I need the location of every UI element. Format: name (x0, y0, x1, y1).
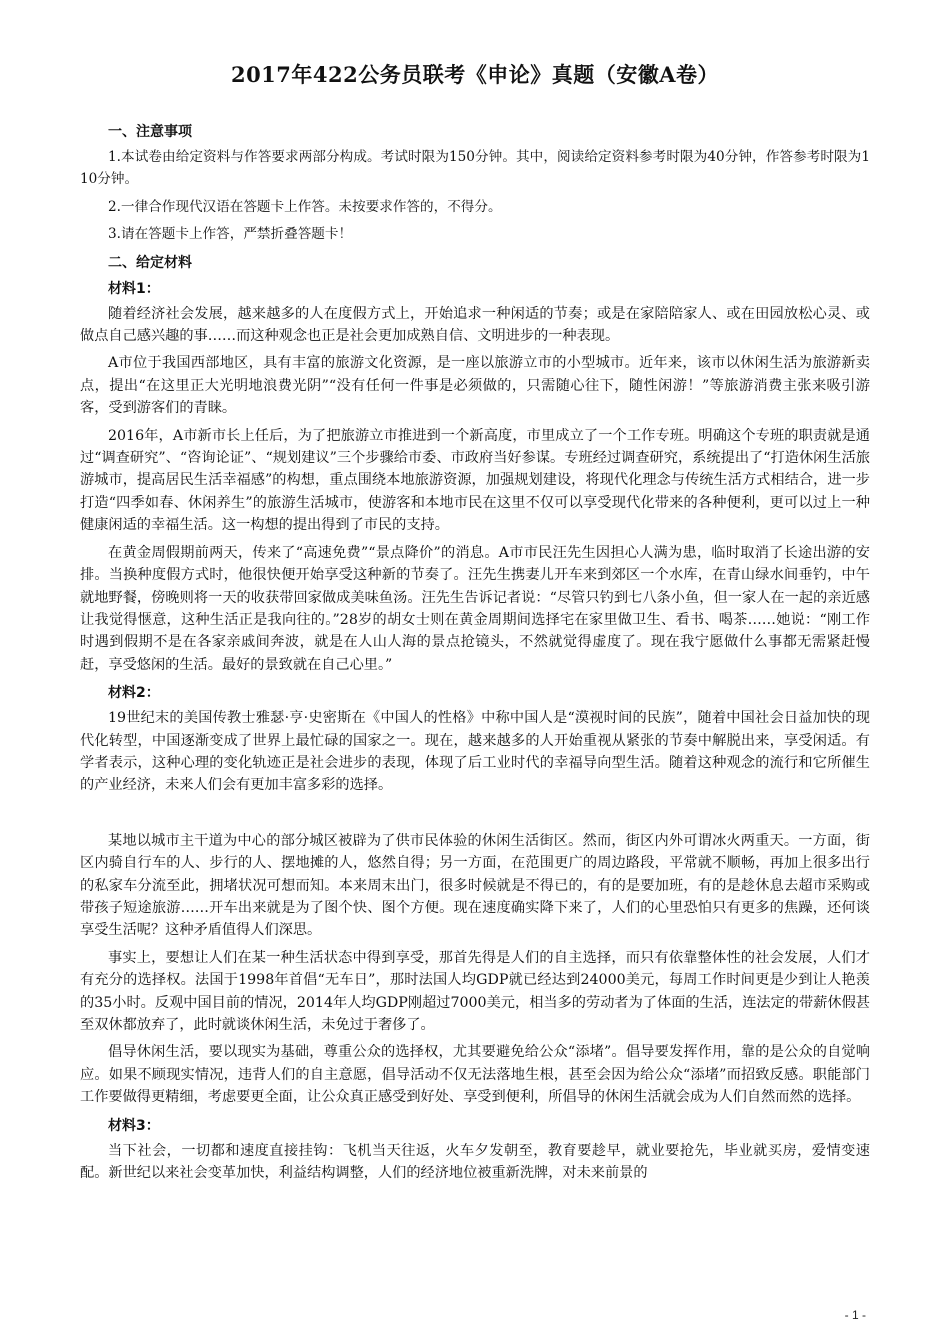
document-body (80, 120, 870, 1189)
notice-item-3: 3.请在答题卡上作答，严禁折叠答题卡！ (108, 226, 353, 243)
material-2-paragraph: 某地以城市主干道为中心的部分城区被辟为了供市民体验的休闲生活街区。然而，街区内外可谓冰火两重天。一方面，街区内骑自行车的人、步行的人、摆地摊的人，悠然自得；另一方面，在范围更广的周边路段，平常就不顺畅，再加上很多出行的私家车分流至此，拥堵状况可想而知。本来周末出门，很多时候就是不得已的，有的是要加班，有的是趁休息去超市采购或带孩子短途旅游……开车出来就是为了图个快、图个方便。现在速度确实降下来了，人们的心里恐怕只有更多的焦躁，还何谈享受生活呢？这种矛盾值得人们深思。 (80, 832, 870, 939)
material-1-paragraph: 2016年，A市新市长上任后，为了把旅游立市推进到一个新高度，市里成立了一个工作专班。明确这个专班的职责就是通过“调查研究”、“咨询论证”、“规划建议”三个步骤给市委、市政府当好参谋。专班经过调查研究，系统提出了“打造休闲生活旅游城市，提高居民生活幸福感”的构想，重点围绕本地旅游资源，加强规划建设，将现代化理念与传统生活方式相结合，进一步打造“四季如春、休闲养生”的旅游生活城市，使游客和本地市民在这里不仅可以享受现代化带来的各种便利，更可以过上一种健康闲适的幸福生活。这一构想的提出得到了市民的支持。 (80, 427, 870, 534)
material-2-paragraph: 19世纪末的美国传教士雅瑟·亨·史密斯在《中国人的性格》中称中国人是“漠视时间的民族”，随着中国社会日益加快的现代化转型，中国逐渐变成了世界上最忙碌的国家之一。现在，越来越多的人开始重视从紧张的节奏中解脱出来，享受闲适。有学者表示，这种心理的变化轨迹正是社会进步的表现，体现了后工业时代的幸福导向型生活。随着这种观念的流行和它所催生的产业经济，未来人们会有更加丰富多彩的选择。 (80, 710, 870, 794)
material-2-paragraph: 事实上，要想让人们在某一种生活状态中得到享受，那首先得是人们的自主选择，而只有依靠整体性的社会发展，人们才有充分的选择权。法国于1998年首倡“无车日”，那时法国人均GDP就已经达到24000美元，每周工作时间更是少到让人艳羡的35小时。反观中国目前的情况，2014年人均GDP刚超过7000美元，相当多的劳动者为了体面的生活，连法定的带薪休假甚至双休都放弃了，此时就谈休闲生活，未免过于奢侈了。 (80, 949, 870, 1033)
material-1-paragraph: 在黄金周假期前两天，传来了“高速免费”“景点降价”的消息。A市市民汪先生因担心人满为患，临时取消了长途出游的安排。当换种度假方式时，他很快便开始享受这种新的节奏了。汪先生携妻儿开车来到郊区一个水库，在青山绿水间垂钓，中午就地野餐，傍晚则将一天的收获带回家做成美味鱼汤。汪先生告诉记者说：“尽管只钓到七八条小鱼，但一家人在一起的亲近感让我觉得惬意，这种生活正是我向往的。”28岁的胡女士则在黄金周期间选择宅在家里做卫生、看书、喝茶……她说：“刚工作时遇到假期不是在各家亲戚间奔波，就是在人山人海的景点抢镜头，不然就觉得虚度了。现在我宁愿做什么事都无需紧赶慢赶，享受悠闲的生活。最好的景致就在自己心里。” (80, 544, 870, 673)
material-2-paragraph: 倡导休闲生活，要以现实为基础，尊重公众的选择权，尤其要避免给公众“添堵”。倡导要发挥作用，靠的是公众的自觉响应。如果不顾现实情况，违背人们的自主意愿，倡导活动不仅无法落地生根，甚至会因为给公众“添堵”而招致反感。职能部门工作要做得更精细，考虑要更全面，让公众真正感受到好处、享受到便利，所倡导的休闲生活就会成为人们自然而然的选择。 (80, 1044, 870, 1106)
material-3-label: 材料3： (108, 1117, 160, 1134)
material-3-paragraph: 当下社会，一切都和速度直接挂钩：飞机当天往返，火车夕发朝至，教育要趁早，就业要抢先，毕业就买房，爱情变速配。新世纪以来社会变革加快，利益结构调整，人们的经济地位被重新洗牌，对未来前景的 (80, 1142, 870, 1182)
document-title: 2017年422公务员联考《申论》真题（安徽A卷） (230, 62, 720, 87)
material-1-label: 材料1： (108, 280, 160, 297)
notice-item-1: 1.本试卷由给定资料与作答要求两部分构成。考试时限为150分钟。其中，阅读给定资料参考时限为40分钟，作答参考时限为110分钟。 (80, 149, 870, 188)
notice-item-2: 2.一律合作现代汉语在答题卡上作答。未按要求作答的，不得分。 (108, 198, 502, 215)
page-number: - 1 - (844, 1308, 866, 1322)
section-heading-notice: 一、注意事项 (108, 124, 192, 140)
material-1-paragraph: 随着经济社会发展，越来越多的人在度假方式上，开始追求一种闲适的节奏；或是在家陪陪家人、或在田园放松心灵、或做点自己感兴趣的事……而这种观念也正是社会更加成熟自信、文明进步的一种表现。 (80, 305, 870, 345)
paragraph-spacer (80, 802, 870, 830)
material-1-paragraph: A市位于我国西部地区，具有丰富的旅游文化资源，是一座以旅游立市的小型城市。近年来，该市以休闲生活为旅游新卖点，提出“在这里正大光明地浪费光阴”“没有任何一件事是必须做的，只需随心往下，随性闲游！”等旅游消费主张来吸引游客，受到游客们的青睐。 (80, 355, 870, 417)
section-heading-materials: 二、给定材料 (108, 254, 192, 271)
material-2-label: 材料2： (108, 685, 160, 702)
